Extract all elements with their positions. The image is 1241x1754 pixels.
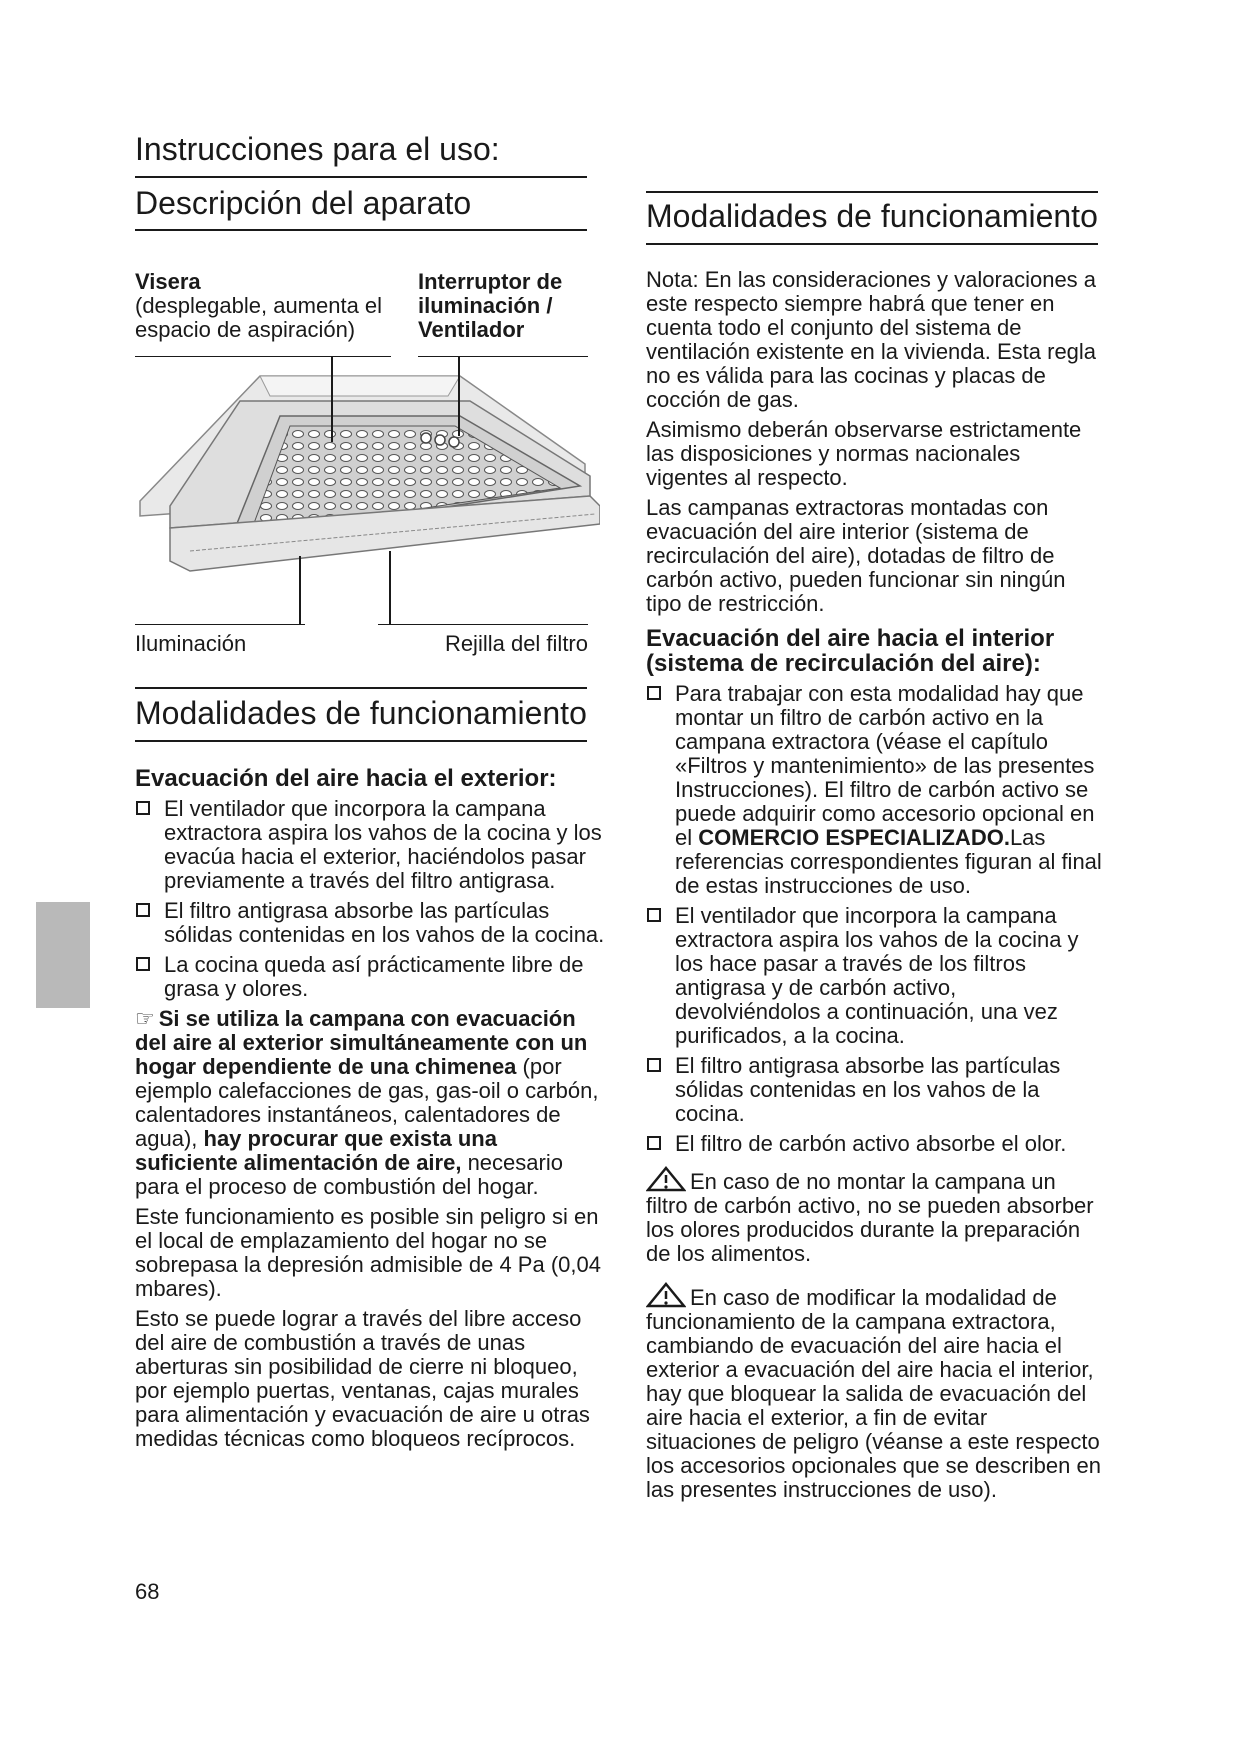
- section-rule: [135, 740, 587, 742]
- list-item: El filtro antigrasa absorbe las partículas sólidas contenidas en los vahos de la cocina.: [646, 1054, 1102, 1126]
- section-rule: [135, 687, 587, 689]
- page-title: Instrucciones para el uso:: [135, 131, 500, 167]
- paragraph: Este funcionamiento es posible sin peligro si en el local de emplazamiento del hogar no se sobrepasa la depresión admisible de 4 Pa (0,04 mbares).: [135, 1204, 601, 1301]
- title-rule: [135, 176, 587, 178]
- control-knob: [449, 437, 459, 447]
- warning-note: En caso de modificar la modalidad de funcionamiento de la campana extractora, cambiando de evacuación del aire hacia el exterior a evacuación del aire hacia el interior, hay que bloquear la salida de evacuación del aire hacia el exterior, a fin de evitar situaciones de peligro (véanse a este respecto los accesorios opcionales que se describen en las presentes instrucciones de uso).: [646, 1282, 1102, 1502]
- control-knob: [435, 435, 445, 445]
- label-rule: [135, 624, 305, 625]
- paragraph: Las campanas extractoras montadas con evacuación del aire interior (sistema de recirculación del aire), dotadas de filtro de carbón activo, pueden funcionar sin ningún tipo de restricción.: [646, 495, 1066, 616]
- hood-diagram: [130, 356, 600, 626]
- section-title-modes-left: Modalidades de funcionamiento: [135, 695, 587, 731]
- section-rule: [646, 243, 1098, 245]
- checkbox-bullet-icon: [136, 903, 150, 917]
- label-visera-title: Visera: [135, 269, 201, 294]
- left-column: [135, 766, 605, 1457]
- hood-top-panel: [260, 376, 460, 396]
- list-item: El filtro antigrasa absorbe las partículas sólidas contenidas en los vahos de la cocina.: [135, 899, 605, 947]
- section-title-description: Descripción del aparato: [135, 185, 472, 221]
- list-item: La cocina queda así prácticamente libre de grasa y olores.: [135, 953, 605, 1001]
- section-rule: [135, 229, 587, 231]
- paragraph: Asimismo deberán observarse estrictamente las disposiciones y normas nacionales vigentes al respecto.: [646, 417, 1082, 490]
- section-title-modes-right: Modalidades de funcionamiento: [646, 198, 1098, 234]
- checkbox-bullet-icon: [647, 1136, 661, 1150]
- important-note: ☞ Si se utiliza la campana con evacuación del aire al exterior simultáneamente con un hogar dependiente de una chimenea (por ejemplo calefacciones de gas, gas-oil o carbón, calentadores instantáneos, calentadores de agua), hay procurar que exista una suficiente alimentación de aire, necesario para el proceso de combustión del hogar.: [135, 1006, 599, 1199]
- list-item: El ventilador que incorpora la campana extractora aspira los vahos de la cocina y los evacúa hacia el exterior, haciéndolos pasar previamente a través del filtro antigrasa.: [135, 797, 605, 893]
- checkbox-bullet-icon: [647, 1058, 661, 1072]
- paragraph: Nota: En las consideraciones y valoraciones a este respecto siempre habrá que tener en cuenta todo el conjunto del sistema de ventilación existente en la vivienda. Esta regla no es válida para las cocinas y placas de cocción de gas.: [646, 267, 1097, 412]
- checkbox-bullet-icon: [647, 908, 661, 922]
- label-lighting: Iluminación: [135, 631, 247, 656]
- warning-triangle-icon: [646, 1166, 686, 1192]
- warning-triangle-icon: [646, 1282, 686, 1308]
- section-rule: [646, 191, 1098, 193]
- side-tab-marker: [36, 902, 90, 1008]
- checkbox-bullet-icon: [136, 957, 150, 971]
- label-visera: [135, 270, 400, 342]
- control-knob: [421, 433, 431, 443]
- label-rule: [378, 624, 588, 625]
- subheading-interior: Evacuación del aire hacia el interior (sistema de recirculación del aire):: [646, 625, 1055, 677]
- list-item: El ventilador que incorpora la campana extractora aspira los vahos de la cocina y los hace pasar a través de los filtros antigrasa y de carbón activo, devolviéndolos a continuación, una vez purificados, a la cocina.: [646, 904, 1102, 1048]
- pointing-hand-icon: ☞: [135, 1006, 155, 1031]
- label-switch: Interruptor de iluminación / Ventilador: [418, 269, 563, 342]
- right-column: [646, 268, 1102, 1508]
- page-number: 68: [135, 1579, 160, 1604]
- paragraph: Esto se puede lograr a través del libre acceso del aire de combustión a través de unas aberturas sin posibilidad de cierre ni bloqueo, por ejemplo puertas, ventanas, cajas murales para alimentación y evacuación de aire u otras medidas técnicas como bloqueos recíprocos.: [135, 1306, 590, 1451]
- warning-note: En caso de no montar la campana un filtro de carbón activo, no se pueden absorber los olores producidos durante la preparación de los alimentos.: [646, 1166, 1102, 1266]
- label-filter-grid: Rejilla del filtro: [444, 631, 588, 656]
- list-item: El filtro de carbón activo absorbe el olor.: [646, 1132, 1102, 1156]
- list-item: Para trabajar con esta modalidad hay que montar un filtro de carbón activo en la campana extractora (véase el capítulo «Filtros y mantenimiento» de las presentes Instrucciones). El filtro de carbón activo se puede adquirir como accesorio opcional en el COMERCIO ESPECIALIZADO.Las referencias correspondientes figuran al final de estas instrucciones de uso.: [646, 682, 1102, 898]
- subheading-exterior: Evacuación del aire hacia el exterior:: [135, 765, 557, 792]
- checkbox-bullet-icon: [647, 686, 661, 700]
- checkbox-bullet-icon: [136, 801, 150, 815]
- label-visera-desc: (desplegable, aumenta el espacio de aspiración): [135, 293, 383, 342]
